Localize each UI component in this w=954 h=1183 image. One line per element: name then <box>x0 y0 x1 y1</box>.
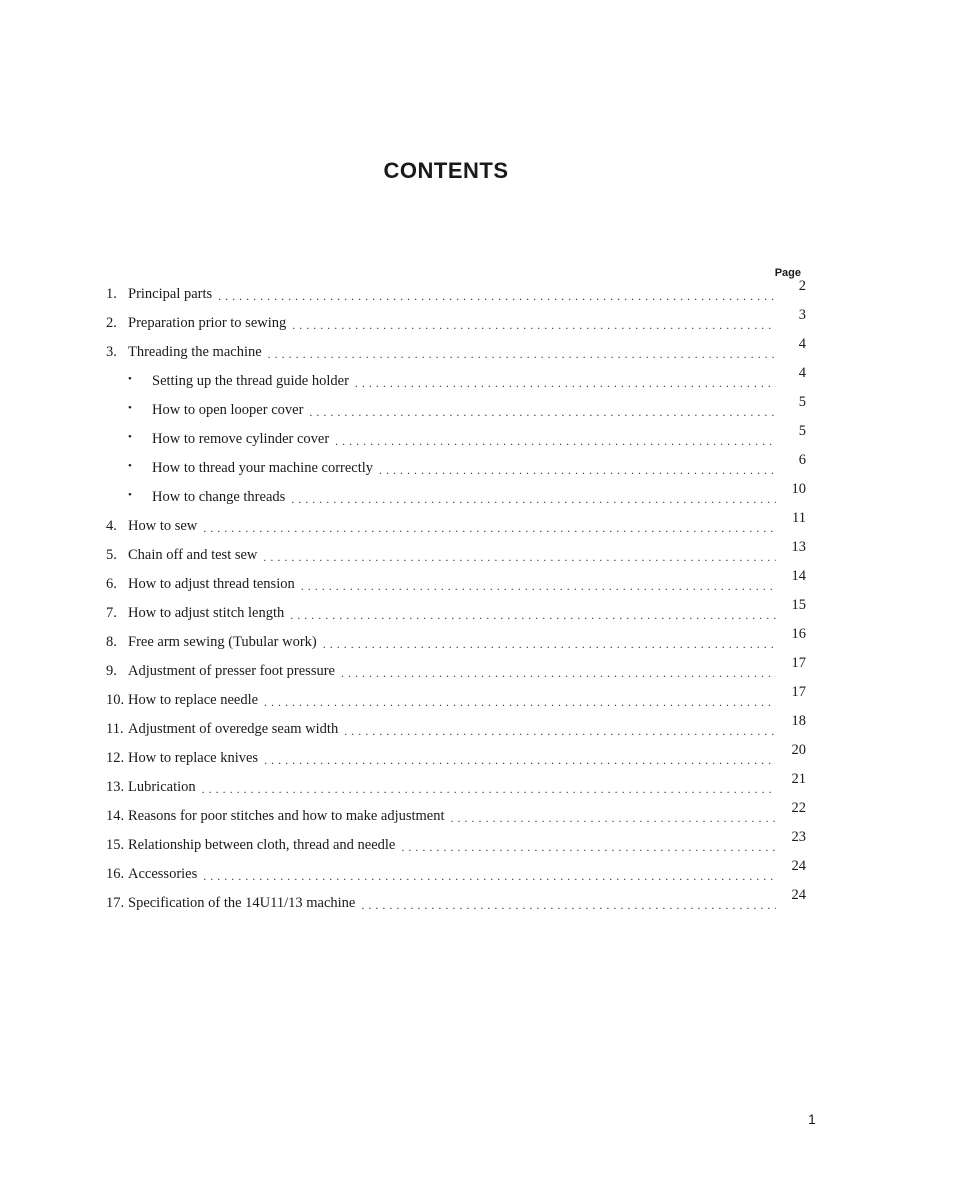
bullet-icon: • <box>128 431 132 443</box>
entry-number: 9. <box>106 663 117 679</box>
entry-label: Relationship between cloth, thread and needle <box>128 837 396 853</box>
page-title: CONTENTS <box>383 158 509 183</box>
dot-leader <box>292 315 776 333</box>
entry-label: How to sew <box>128 518 198 534</box>
entry-page: 10 <box>791 481 806 497</box>
toc-entry <box>106 829 806 866</box>
dot-leader <box>290 605 776 623</box>
dot-leader <box>355 373 776 391</box>
toc-entry <box>106 568 806 605</box>
entry-label: Lubrication <box>128 779 196 795</box>
dot-leader <box>291 489 776 507</box>
entry-label: Threading the machine <box>128 344 262 360</box>
entry-page: 5 <box>798 423 806 439</box>
entry-number: 7. <box>106 605 117 621</box>
dot-leader <box>341 663 776 681</box>
toc-entry <box>106 684 806 721</box>
dot-leader <box>268 344 776 362</box>
entry-page: 23 <box>791 829 806 845</box>
entry-label: Reasons for poor stitches and how to make adjustment <box>128 808 445 824</box>
table-of-contents <box>106 278 806 924</box>
bullet-icon: • <box>128 460 132 472</box>
dot-leader <box>401 837 776 855</box>
entry-page: 24 <box>791 887 806 903</box>
dot-leader <box>361 895 776 913</box>
entry-number: 11. <box>106 721 124 737</box>
entry-number: 2. <box>106 315 117 331</box>
toc-entry <box>106 626 806 663</box>
dot-leader <box>203 518 776 536</box>
entry-label: Accessories <box>128 866 198 882</box>
dot-leader <box>309 402 776 420</box>
entry-number: 13. <box>106 779 125 795</box>
toc-entry <box>106 771 806 808</box>
toc-entry <box>106 655 806 692</box>
entry-label: How to adjust thread tension <box>128 576 295 592</box>
dot-leader <box>451 808 776 826</box>
entry-number: 15. <box>106 837 125 853</box>
entry-number: 14. <box>106 808 125 824</box>
entry-number: 3. <box>106 344 117 360</box>
dot-leader <box>335 431 776 449</box>
toc-subentry <box>106 452 806 489</box>
entry-number: 1. <box>106 286 117 302</box>
entry-page: 17 <box>791 684 806 700</box>
entry-page: 21 <box>791 771 806 787</box>
entry-page: 4 <box>798 365 806 381</box>
toc-entry <box>106 307 806 344</box>
entry-page: 13 <box>791 539 806 555</box>
entry-page: 18 <box>791 713 806 729</box>
entry-page: 17 <box>791 655 806 671</box>
dot-leader <box>323 634 776 652</box>
entry-label: How to replace knives <box>128 750 259 766</box>
toc-entry <box>106 597 806 634</box>
entry-label: How to change threads <box>152 489 286 505</box>
bullet-icon: • <box>128 373 132 385</box>
dot-leader <box>344 721 776 739</box>
entry-page: 4 <box>798 336 806 352</box>
toc-subentry <box>106 365 806 402</box>
entry-page: 22 <box>791 800 806 816</box>
toc-entry <box>106 713 806 750</box>
dot-leader <box>218 286 776 304</box>
toc-entry <box>106 336 806 373</box>
entry-page: 16 <box>791 626 806 642</box>
entry-page: 15 <box>791 597 806 613</box>
entry-number: 10. <box>106 692 125 708</box>
entry-label: How to remove cylinder cover <box>152 431 330 447</box>
dot-leader <box>264 750 776 768</box>
entry-label: How to thread your machine correctly <box>152 460 374 476</box>
toc-subentry <box>106 423 806 460</box>
entry-label: Chain off and test sew <box>128 547 258 563</box>
entry-number: 8. <box>106 634 117 650</box>
entry-number: 12. <box>106 750 125 766</box>
dot-leader <box>264 692 776 710</box>
toc-entry <box>106 278 806 315</box>
entry-label: Adjustment of presser foot pressure <box>128 663 335 679</box>
toc-entry <box>106 742 806 779</box>
dot-leader <box>379 460 776 478</box>
toc-subentry <box>106 481 806 518</box>
toc-entry <box>106 887 806 924</box>
bullet-icon: • <box>128 402 132 414</box>
entry-page: 14 <box>791 568 806 584</box>
entry-label: How to adjust stitch length <box>128 605 285 621</box>
entry-label: Adjustment of overedge seam width <box>128 721 339 737</box>
entry-number: 5. <box>106 547 117 563</box>
entry-number: 4. <box>106 518 117 534</box>
entry-label: Setting up the thread guide holder <box>152 373 349 389</box>
entry-label: Specification of the 14U11/13 machine <box>128 895 356 911</box>
entry-page: 20 <box>791 742 806 758</box>
entry-number: 6. <box>106 576 117 592</box>
toc-subentry <box>106 394 806 431</box>
page-number: 1 <box>808 1111 816 1127</box>
entry-page: 2 <box>798 278 806 294</box>
dot-leader <box>301 576 776 594</box>
entry-label: How to replace needle <box>128 692 259 708</box>
toc-entry <box>106 800 806 837</box>
entry-page: 11 <box>792 510 806 526</box>
toc-entry <box>106 539 806 576</box>
entry-page: 5 <box>798 394 806 410</box>
entry-label: Free arm sewing (Tubular work) <box>128 634 317 650</box>
bullet-icon: • <box>128 489 132 501</box>
page-column-header: Page <box>774 267 801 279</box>
entry-label: Preparation prior to sewing <box>128 315 287 331</box>
toc-entry <box>106 858 806 895</box>
dot-leader <box>203 866 776 884</box>
entry-page: 24 <box>791 858 806 874</box>
dot-leader <box>202 779 776 797</box>
entry-page: 3 <box>798 307 806 323</box>
entry-number: 16. <box>106 866 125 882</box>
entry-label: How to open looper cover <box>152 402 304 418</box>
toc-entry <box>106 510 806 547</box>
entry-label: Principal parts <box>128 286 213 302</box>
dot-leader <box>263 547 776 565</box>
entry-page: 6 <box>798 452 806 468</box>
entry-number: 17. <box>106 895 125 911</box>
